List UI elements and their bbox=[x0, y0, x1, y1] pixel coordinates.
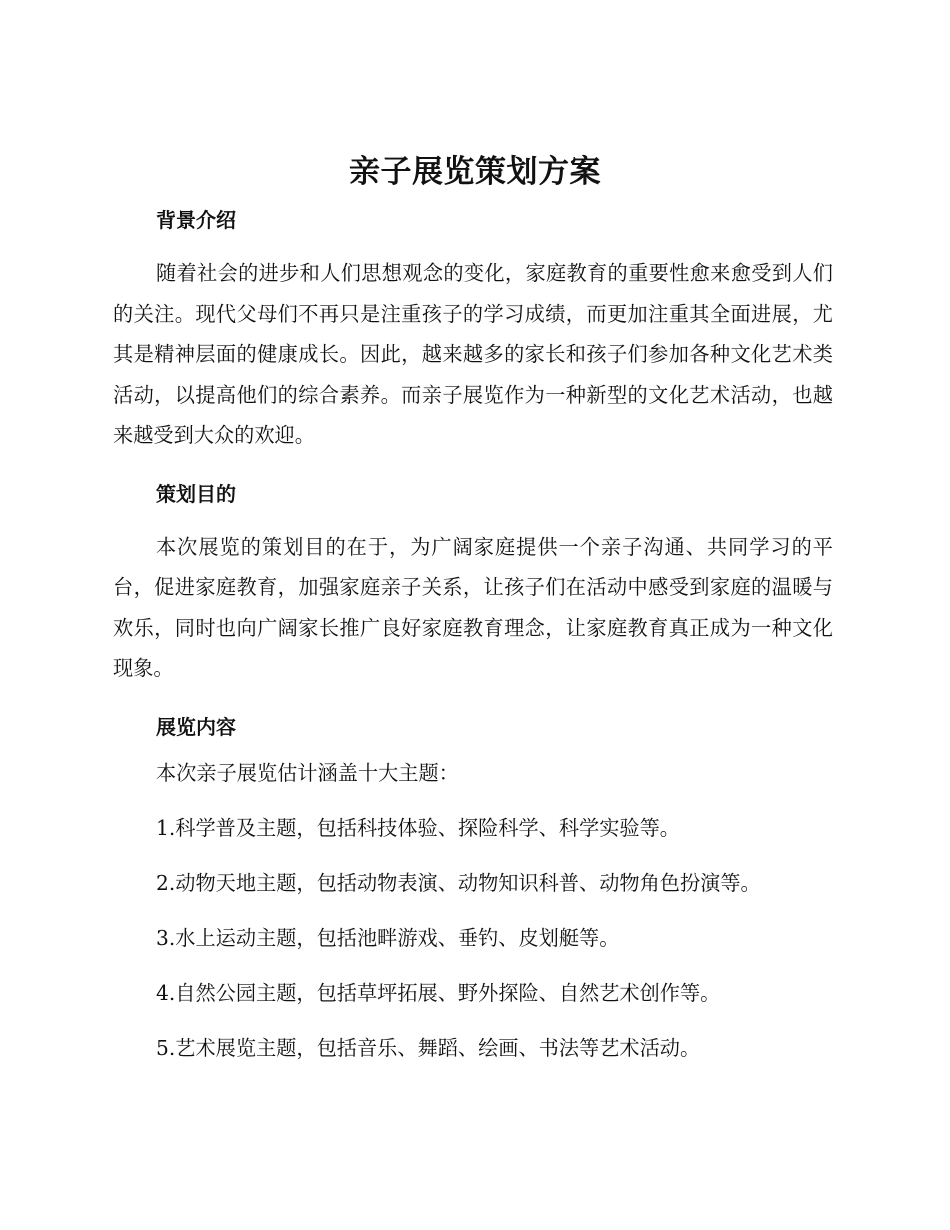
exhibition-item-art: 5.艺术展览主题，包括音乐、舞蹈、绘画、书法等艺术活动。 bbox=[156, 1035, 701, 1060]
section-heading-purpose: 策划目的 bbox=[156, 481, 236, 506]
paragraph-purpose: 本次展览的策划目的在于，为广阔家庭提供一个亲子沟通、共同学习的平台，促进家庭教育，加强家庭亲子关系，让孩子们在活动中感受到家庭的温暖与欢乐，同时也向广阔家长推广良好家庭教育理念，让家庭教育真正成为一种文化现象。 bbox=[113, 534, 833, 680]
section-heading-exhibition-content: 展览内容 bbox=[156, 714, 236, 739]
exhibition-item-science: 1.科学普及主题，包括科技体验、探险科学、科学实验等。 bbox=[156, 815, 680, 840]
exhibition-intro: 本次亲子展览估计涵盖十大主题： bbox=[156, 760, 459, 785]
document-title: 亲子展览策划方案 bbox=[349, 154, 601, 190]
document-body bbox=[113, 198, 833, 1090]
exhibition-item-animals: 2.动物天地主题，包括动物表演、动物知识科普、动物角色扮演等。 bbox=[156, 870, 761, 895]
exhibition-item-water-sports: 3.水上运动主题，包括池畔游戏、垂钓、皮划艇等。 bbox=[156, 925, 620, 950]
section-heading-background: 背景介绍 bbox=[156, 208, 236, 232]
paragraph-background: 随着社会的进步和人们思想观念的变化，家庭教育的重要性愈来愈受到人们的关注。现代父母们不再只是注重孩子的学习成绩，而更加注重其全面进展，尤其是精神层面的健康成长。因此，越来越多的家长和孩子们参加各种文化艺术类活动，以提高他们的综合素养。而亲子展览作为一种新型的文化艺术活动，也越来越受到大众的欢迎。 bbox=[113, 261, 833, 447]
exhibition-item-nature-park: 4.自然公园主题，包括草坪拓展、野外探险、自然艺术创作等。 bbox=[156, 980, 721, 1005]
